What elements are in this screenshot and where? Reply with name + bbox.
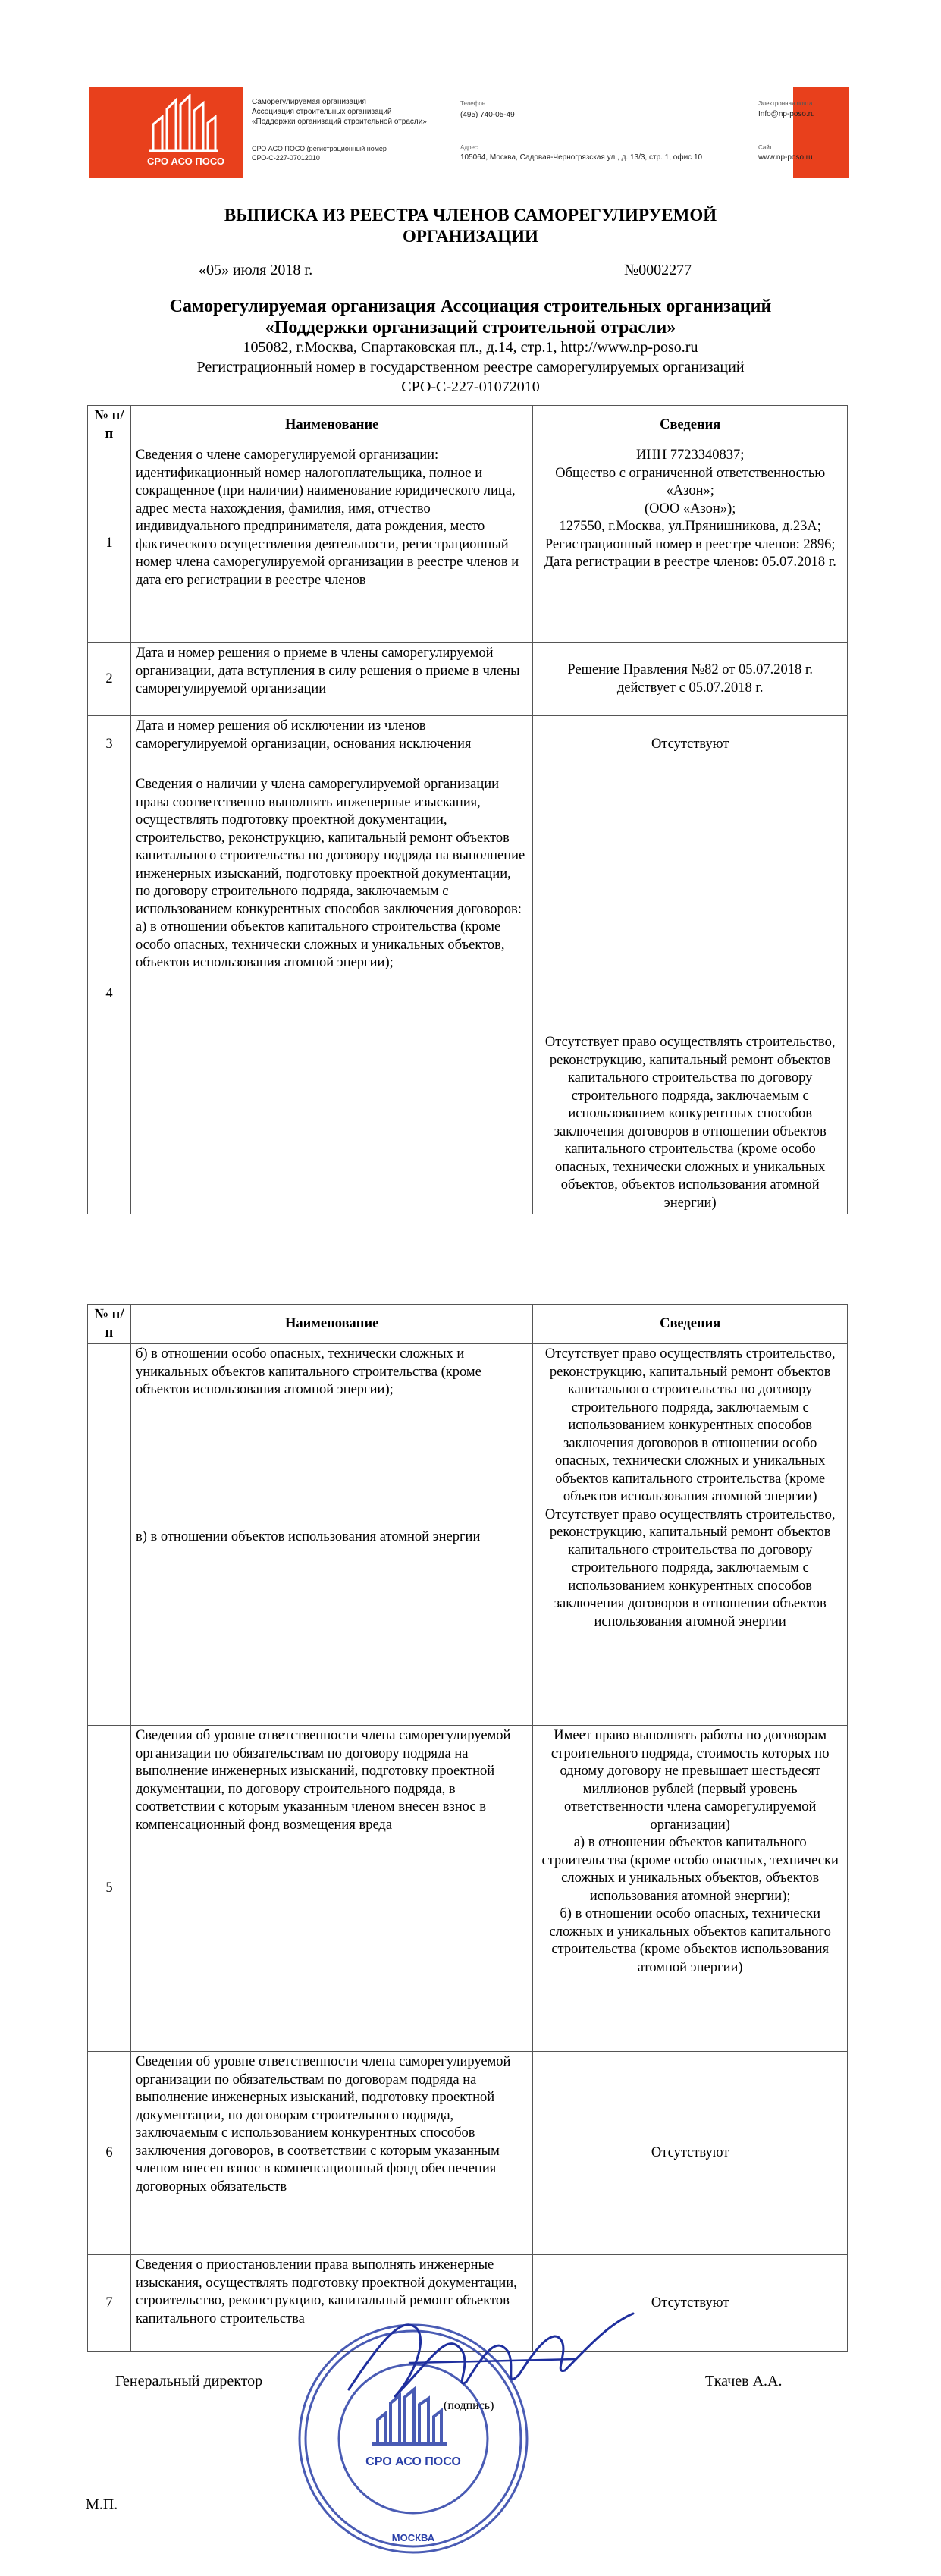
col-info-header: Сведения	[533, 406, 848, 445]
table-row	[88, 643, 848, 716]
header-org-line: Ассоциация строительных организаций	[252, 108, 392, 116]
header-org-line: Саморегулируемая организация	[252, 98, 366, 106]
row-info: Отсутствуют	[533, 716, 848, 774]
row-name: Сведения о члене саморегулируемой организации: идентификационный номер налогоплательщика, полное и сокращенное (при наличии) наименование юридического лица, адрес места нахождения, фамилия, имя, отчество индивидуального предпринимателя, дата рождения, место фактического осуществления деятельности, регистрационный номер члена саморегулируемой организации в реестре членов и дата его регистрации в реестре членов	[130, 445, 532, 643]
header-reg-line: СРО АСО ПОСО (регистрационный номер	[252, 145, 387, 152]
row-number: 1	[88, 445, 131, 643]
doc-number: №0002277	[624, 262, 692, 278]
row-name: Дата и номер решения об исключении из членов саморегулируемой организации, основания исключения	[130, 716, 532, 774]
header-org-line: «Поддержки организаций строительной отрасли»	[252, 118, 427, 126]
registry-table-page1	[87, 405, 848, 1214]
registry-table-page2	[87, 1304, 848, 2352]
table-row	[88, 2052, 848, 2255]
stamp-text: СРО АСО ПОСО	[365, 2455, 461, 2468]
row-info: Имеет право выполнять работы по договорам строительного подряда, стоимость которых по одному договору не превышает шестьдесят миллионов рублей (первый уровень ответственности члена саморегулируемой организации) а) в отношении объектов капитального строительства (кроме особо опасных, технически сложных и уникальных объектов, объектов использования атомной энергии); б) в отношении особо опасных, технически сложных и уникальных объектов капитального строительства (кроме объектов использования атомной энергии)	[533, 1726, 848, 2052]
doc-title-line2: ОРГАНИЗАЦИИ	[403, 227, 538, 246]
org-reg-number: СРО-С-227-01072010	[401, 379, 540, 395]
col-name-header: Наименование	[130, 406, 532, 445]
email-label: Электронная почта	[758, 100, 813, 107]
table-row	[88, 445, 848, 643]
row-info: ИНН 7723340837; Общество с ограниченной ответственностью «Азон»; (ООО «Азон»); 127550, г.Москва, ул.Прянишникова, д.23А; Регистрационный номер в реестре членов: 2896; Дата регистрации в реестре членов: 05.07.2018 г.	[533, 445, 848, 643]
col-info-header: Сведения	[533, 1305, 848, 1344]
row-number: 5	[88, 1726, 131, 2052]
col-num-header: № п/п	[88, 406, 131, 445]
site-link[interactable]: www.np-poso.ru	[758, 153, 813, 162]
table-row	[88, 1726, 848, 2052]
col-name-header: Наименование	[130, 1305, 532, 1344]
col-num-header: № п/п	[88, 1305, 131, 1344]
table-header-row	[88, 1305, 848, 1344]
row-name: Дата и номер решения о приеме в члены саморегулируемой организации, дата вступления в силу решения о приеме в члены саморегулируемой организации	[130, 643, 532, 716]
spacer	[136, 1400, 528, 1528]
signature-icon	[334, 2298, 652, 2420]
row-info: Отсутствуют	[533, 2255, 848, 2352]
phone-value: (495) 740-05-49	[460, 111, 515, 119]
header-org-name	[252, 97, 427, 127]
org-address: 105082, г.Москва, Спартаковская пл., д.14, стр.1, http://www.np-poso.ru	[243, 339, 698, 356]
row-name: Сведения о наличии у члена саморегулируемой организации права соответственно выполнять инженерные изыскания, осуществлять подготовку проектной документации, строительство, реконструкцию, капитальный ремонт объектов капитального строительства по договору подряда на выполнение инженерных изысканий, подготовку проектной документации, по договору строительного подряда, заключаемым с использованием конкурентных способов заключения договоров: а) в отношении объектов капитального строительства (кроме особо опасных, технически сложных и уникальных объектов, объектов использования атомной энергии);	[130, 774, 532, 1214]
table-row	[88, 1344, 848, 1726]
doc-date: «05» июля 2018 г.	[199, 262, 313, 278]
row4-info-c: Отсутствует право осуществлять строительство, реконструкцию, капитальный ремонт объектов капитального строительства по договору строительного подряда, заключаемым с использованием конкурентных способов заключения договоров в отношении объектов использования атомной энергии	[544, 1506, 836, 1629]
row-name: Сведения об уровне ответственности члена саморегулируемой организации по обязательствам по договорам подряда на выполнение инженерных изысканий, подготовку проектной документации, по договорам строительного подряда, заключаемым с использованием конкурентных способов заключения договоров, в соответствии с которым указанным членом внесен взнос в компенсационный фонд обеспечения договорных обязательств	[130, 2052, 532, 2255]
row-info: Отсутствуют	[533, 2052, 848, 2255]
row4-subitem-c: в) в отношении объектов использования атомной энергии	[135, 1528, 481, 1544]
address-label: Адрес	[460, 144, 478, 151]
header-reg-line: СРО-С-227-07012010	[252, 154, 320, 162]
row-number: 2	[88, 643, 131, 716]
header-reg-small	[252, 144, 387, 162]
address-value: 105064, Москва, Садовая-Черногрязская ул., д. 13/3, стр. 1, офис 10	[460, 153, 703, 162]
site-label: Сайт	[758, 144, 773, 151]
table-row	[88, 716, 848, 774]
row4-info-b: Отсутствует право осуществлять строительство, реконструкцию, капитальный ремонт объектов капитального строительства по договору строительного подряда, заключаемым с использованием конкурентных способов заключения договоров в отношении особо опасных, технически сложных и уникальных объектов капитального строительства (кроме объектов использования атомной энергии)	[544, 1346, 836, 1504]
row-name	[130, 1344, 532, 1726]
email-link[interactable]: Info@np-poso.ru	[758, 110, 815, 118]
row-info: Решение Правления №82 от 05.07.2018 г. действует с 05.07.2018 г.	[533, 643, 848, 716]
table-row	[88, 774, 848, 1214]
signer-position: Генеральный директор	[115, 2373, 263, 2389]
table-header-row	[88, 406, 848, 445]
org-name-line1: Саморегулируемая организация Ассоциация строительных организаций	[169, 297, 772, 316]
stamp-place-label: М.П.	[86, 2496, 118, 2513]
org-name-line2: «Поддержки организаций строительной отрасли»	[265, 318, 676, 338]
row-number: 6	[88, 2052, 131, 2255]
row-number: 4	[88, 774, 131, 1214]
stamp-city: МОСКВА	[391, 2532, 435, 2543]
logo-text: СРО АСО ПОСО	[146, 156, 225, 167]
row-number: 3	[88, 716, 131, 774]
phone-label: Телефон	[460, 100, 486, 107]
row-info	[533, 1344, 848, 1726]
signature-caption: (подпись)	[444, 2399, 494, 2412]
row-number: 7	[88, 2255, 131, 2352]
row-name: Сведения об уровне ответственности члена саморегулируемой организации по обязательствам по договору подряда на выполнение инженерных изысканий, подготовку проектной документации, по договору строительного подряда, в соответствии с которым указанным членом внесен взнос в компенсационный фонд возмещения вреда	[130, 1726, 532, 2052]
doc-title-line1: ВЫПИСКА ИЗ РЕЕСТРА ЧЛЕНОВ САМОРЕГУЛИРУЕМОЙ	[224, 206, 717, 225]
row4-subitem-b: б) в отношении особо опасных, технически сложных и уникальных объектов капитального строительства (кроме объектов использования атомной энергии);	[135, 1346, 481, 1397]
signer-name: Ткачев А.А.	[705, 2373, 783, 2389]
org-reg-line: Регистрационный номер в государственном реестре саморегулируемых организаций	[196, 359, 745, 375]
row-name: Сведения о приостановлении права выполнять инженерные изыскания, осуществлять подготовку проектной документации, строительство, реконструкцию, капитальный ремонт объектов капитального строительства	[130, 2255, 532, 2352]
row-info: Отсутствует право осуществлять строительство, реконструкцию, капитальный ремонт объектов капитального строительства по договору строительного подряда, заключаемым с использованием конкурентных способов заключения договоров в отношении объектов капитального строительства (кроме особо опасных, технически сложных и уникальных объектов, объектов использования атомной энергии)	[533, 774, 848, 1214]
row-number-empty	[88, 1344, 131, 1726]
